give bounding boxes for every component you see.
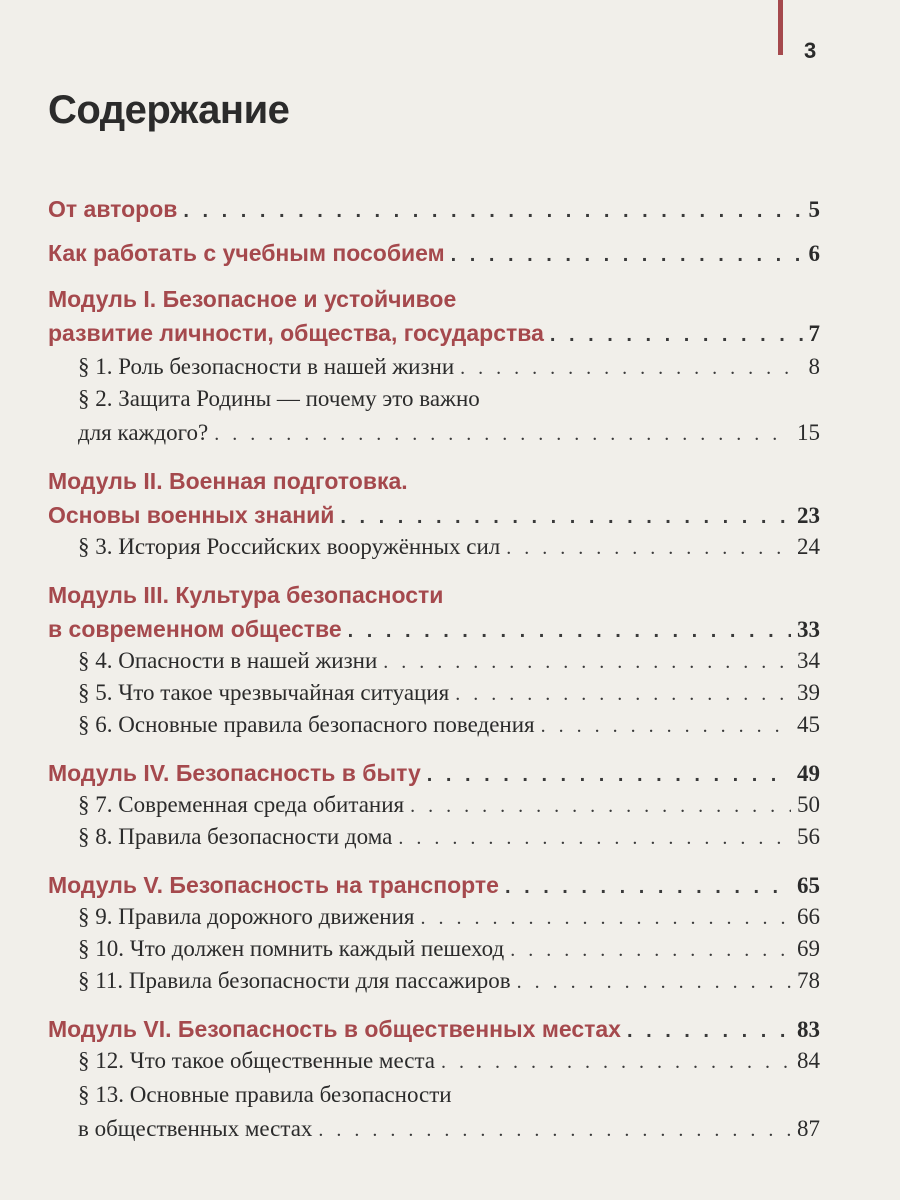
toc-section-8[interactable] xyxy=(48,824,820,850)
toc-entry-label: § 4. Опасности в нашей жизни xyxy=(78,648,378,673)
toc-page-number: 33 xyxy=(797,617,820,642)
toc-entry-label: Модуль IV. Безопасность в быту xyxy=(48,760,421,786)
toc-entry-label: § 6. Основные правила безопасного поведения xyxy=(78,712,535,737)
toc-page-number: 15 xyxy=(797,420,820,445)
toc-module-2-line1[interactable]: Модуль II. Военная подготовка. xyxy=(48,468,408,494)
toc-page-number: 45 xyxy=(797,712,820,737)
toc-page-number: 7 xyxy=(808,321,820,346)
toc-entry-label: § 5. Что такое чрезвычайная ситуация xyxy=(78,680,450,705)
leader-dots xyxy=(183,200,802,223)
toc-page-number: 24 xyxy=(797,534,820,559)
leader-dots xyxy=(550,324,803,347)
toc-page-number: 66 xyxy=(797,904,820,929)
toc-page-number: 23 xyxy=(797,503,820,528)
toc-module-3-line1[interactable]: Модуль III. Культура безопасности xyxy=(48,582,444,608)
toc-page-number: 83 xyxy=(797,1017,820,1042)
toc-page-number: 69 xyxy=(797,936,820,961)
leader-dots xyxy=(318,1119,791,1142)
leader-dots xyxy=(398,827,791,850)
toc-entry-label: § 9. Правила дорожного движения xyxy=(78,904,415,929)
toc-section-9[interactable] xyxy=(48,904,820,930)
toc-entry-label: развитие личности, общества, государства xyxy=(48,320,544,346)
leader-dots xyxy=(427,764,791,787)
page-title: Содержание xyxy=(48,88,290,132)
toc-section-4[interactable] xyxy=(48,648,820,674)
toc-entry-label: От авторов xyxy=(48,196,178,222)
leader-dots xyxy=(383,651,791,674)
toc-section-1[interactable] xyxy=(48,354,820,380)
toc-page-number: 78 xyxy=(797,968,820,993)
leader-dots xyxy=(451,244,803,267)
toc-section-13-line1[interactable]: § 13. Основные правила безопасности xyxy=(78,1082,452,1107)
leader-dots xyxy=(441,1051,791,1074)
toc-entry-label: в общественных местах xyxy=(78,1116,313,1141)
toc-entry-label: § 1. Роль безопасности в нашей жизни xyxy=(78,354,455,379)
toc-entry-label: § 3. История Российских вооружённых сил xyxy=(78,534,501,559)
toc-section-2-line1[interactable]: § 2. Защита Родины — почему это важно xyxy=(78,386,480,411)
toc-module-3[interactable] xyxy=(48,616,820,643)
leader-dots xyxy=(420,907,791,930)
toc-section-11[interactable] xyxy=(48,968,820,994)
toc-module-1-line1[interactable]: Модуль I. Безопасное и устойчивое xyxy=(48,286,457,312)
leader-dots xyxy=(410,795,791,818)
toc-entry-howto[interactable] xyxy=(48,240,820,267)
leader-dots xyxy=(627,1020,791,1043)
toc-entry-label: § 12. Что такое общественные места xyxy=(78,1048,435,1073)
toc-entry-label: § 11. Правила безопасности для пассажиров xyxy=(78,968,511,993)
leader-dots xyxy=(348,620,791,643)
page-accent-bar xyxy=(778,0,783,55)
toc-entry-label: Основы военных знаний xyxy=(48,502,335,528)
toc-page-number: 87 xyxy=(797,1116,820,1141)
toc-page-number: 50 xyxy=(797,792,820,817)
toc-module-6[interactable] xyxy=(48,1016,820,1043)
toc-entry-label: § 8. Правила безопасности дома xyxy=(78,824,393,849)
leader-dots xyxy=(541,715,791,738)
leader-dots xyxy=(460,357,802,380)
toc-section-3[interactable] xyxy=(48,534,820,560)
toc-entry-label: Модуль V. Безопасность на транспорте xyxy=(48,872,499,898)
leader-dots xyxy=(510,939,791,962)
toc-section-13[interactable] xyxy=(48,1116,820,1142)
toc-module-1[interactable] xyxy=(48,320,820,347)
toc-entry-label: в современном обществе xyxy=(48,616,342,642)
toc-entry-label: Модуль VI. Безопасность в общественных местах xyxy=(48,1016,621,1042)
leader-dots xyxy=(506,537,791,560)
toc-entry-label: Как работать с учебным пособием xyxy=(48,240,445,266)
toc-entry-label: для каждого? xyxy=(78,420,209,445)
toc-page-number: 39 xyxy=(797,680,820,705)
toc-page-number: 6 xyxy=(808,241,820,266)
leader-dots xyxy=(214,423,791,446)
toc-page-number: 34 xyxy=(797,648,820,673)
toc-page-number: 5 xyxy=(808,197,820,222)
toc-entry-label: § 7. Современная среда обитания xyxy=(78,792,405,817)
page-number: 3 xyxy=(804,38,817,63)
toc-page-number: 49 xyxy=(797,761,820,786)
toc-module-2[interactable] xyxy=(48,502,820,529)
toc-entry-intro[interactable] xyxy=(48,196,820,223)
toc-module-4[interactable] xyxy=(48,760,820,787)
leader-dots xyxy=(455,683,791,706)
leader-dots xyxy=(340,506,791,529)
toc-section-6[interactable] xyxy=(48,712,820,738)
toc-module-5[interactable] xyxy=(48,872,820,899)
toc-section-7[interactable] xyxy=(48,792,820,818)
toc-page-number: 8 xyxy=(808,354,820,379)
toc-page-number: 56 xyxy=(797,824,820,849)
toc-section-5[interactable] xyxy=(48,680,820,706)
leader-dots xyxy=(517,971,791,994)
toc-section-10[interactable] xyxy=(48,936,820,962)
toc-entry-label: § 10. Что должен помнить каждый пешеход xyxy=(78,936,505,961)
leader-dots xyxy=(505,876,791,899)
toc-section-2[interactable] xyxy=(48,420,820,446)
toc-page-number: 84 xyxy=(797,1048,820,1073)
toc-section-12[interactable] xyxy=(48,1048,820,1074)
toc-page-number: 65 xyxy=(797,873,820,898)
